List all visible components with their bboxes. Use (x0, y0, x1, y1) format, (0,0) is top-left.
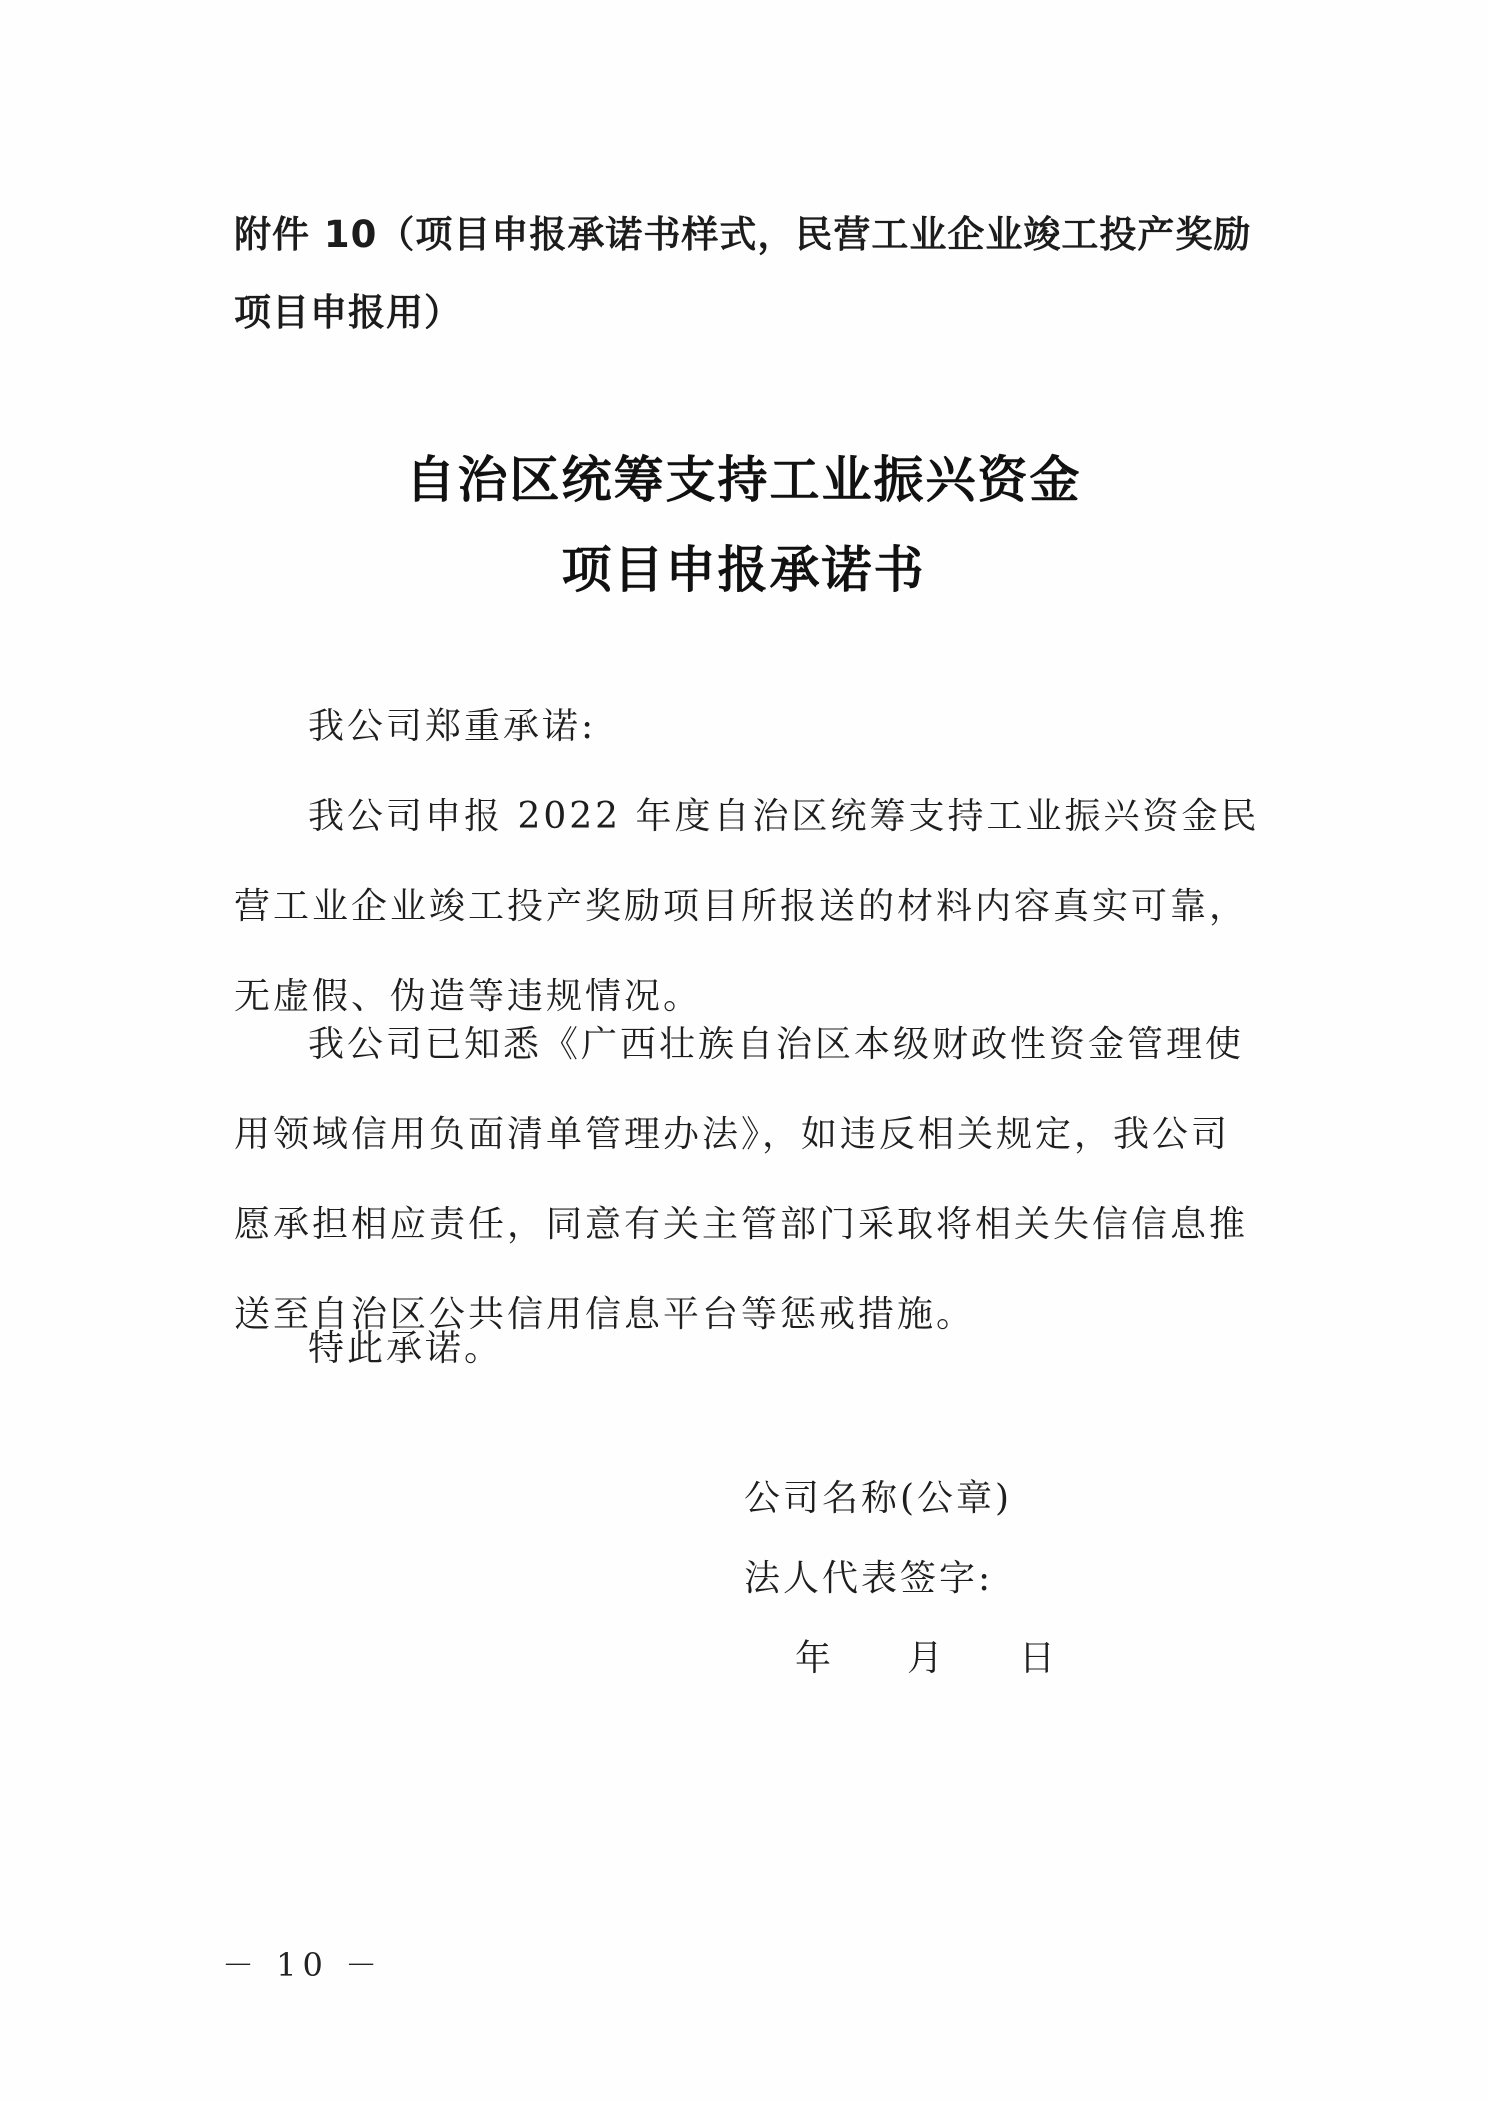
paragraph-2-line-3: 愿承担相应责任，同意有关主管部门采取将相关失信信息推 (234, 1204, 1249, 1245)
attachment-header-line-1: 附件 10（项目申报承诺书样式，民营工业企业竣工投产奖励 (234, 213, 1252, 256)
greeting-text: 我公司郑重承诺: (308, 706, 597, 747)
date-month: 月 (907, 1638, 944, 1679)
paragraph-1-line-3: 无虚假、伪造等违规情况。 (234, 976, 703, 1017)
page-number: － 10 － (222, 1946, 384, 1984)
closing-text: 特此承诺。 (308, 1328, 504, 1369)
paragraph-2-line-1: 我公司已知悉《广西壮族自治区本级财政性资金管理使 (308, 1024, 1245, 1065)
attachment-header (234, 196, 1274, 352)
legal-representative-signature: 法人代表签字: (744, 1558, 994, 1599)
closing (234, 1304, 1328, 1394)
greeting (234, 682, 1328, 772)
paragraph-1-line-1: 我公司申报 2022 年度自治区统筹支持工业振兴资金民 (308, 796, 1260, 837)
paragraph-2-line-4: 送至自治区公共信用信息平台等惩戒措施。 (234, 1294, 976, 1335)
company-name-seal: 公司名称(公章) (744, 1478, 1013, 1519)
date-year: 年 (795, 1638, 832, 1679)
date-day: 日 (1019, 1638, 1056, 1679)
document-title-line-1: 自治区统筹支持工业振兴资金 (405, 450, 1082, 509)
document-title-line-2: 项目申报承诺书 (561, 540, 926, 599)
paragraph-1-line-2: 营工业企业竣工投产奖励项目所报送的材料内容真实可靠， (234, 886, 1249, 927)
paragraph-2-line-2: 用领域信用负面清单管理办法》，如违反相关规定，我公司 (234, 1114, 1231, 1155)
date-line (795, 1630, 1055, 1681)
attachment-header-line-2: 项目申报用） (234, 291, 462, 334)
